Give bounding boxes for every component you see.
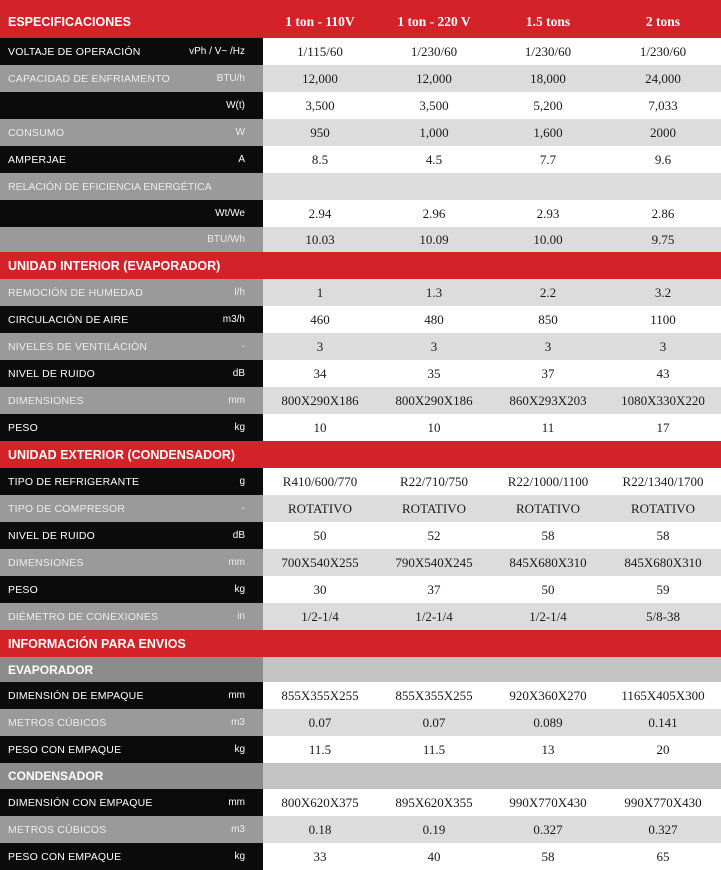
row-value: 0.089 xyxy=(491,709,605,736)
table-row xyxy=(0,549,721,576)
row-unit: mm xyxy=(180,387,263,414)
row-value: 2.86 xyxy=(605,200,721,227)
row-value: 920X360X270 xyxy=(491,682,605,709)
row-value: 24,000 xyxy=(605,65,721,92)
row-value: 1,600 xyxy=(491,119,605,146)
row-value: 3 xyxy=(263,333,377,360)
row-value: 43 xyxy=(605,360,721,387)
table-row xyxy=(0,468,721,495)
row-unit: g xyxy=(180,468,263,495)
row-value: R410/600/770 xyxy=(263,468,377,495)
section-title: UNIDAD INTERIOR (EVAPORADOR) xyxy=(8,258,221,273)
row-label: PESO xyxy=(0,414,180,441)
row-value: 2000 xyxy=(605,119,721,146)
row-value: 35 xyxy=(377,360,491,387)
row-value: 12,000 xyxy=(377,65,491,92)
row-label xyxy=(0,227,180,252)
table-row xyxy=(0,576,721,603)
row-value: 1/230/60 xyxy=(605,38,721,65)
row-unit: m3 xyxy=(180,816,263,843)
row-label: AMPERJAE xyxy=(0,146,180,173)
row-value: 5,200 xyxy=(491,92,605,119)
row-label: TIPO DE COMPRESOR xyxy=(0,495,180,522)
row-value: ROTATIVO xyxy=(491,495,605,522)
row-unit: m3/h xyxy=(180,306,263,333)
row-value: 0.327 xyxy=(605,816,721,843)
row-value: 1100 xyxy=(605,306,721,333)
row-label xyxy=(0,92,180,119)
row-unit: dB xyxy=(180,360,263,387)
row-value: 2.93 xyxy=(491,200,605,227)
section-title: INFORMACIÓN PARA ENVIOS xyxy=(8,636,186,651)
row-value: 13 xyxy=(491,736,605,763)
row-value: 2.2 xyxy=(491,279,605,306)
row-label: DIÉMETRO DE CONEXIONES xyxy=(0,603,180,630)
row-value: 1/2-1/4 xyxy=(491,603,605,630)
row-value: 990X770X430 xyxy=(491,789,605,816)
row-unit: vPh / V~ /Hz xyxy=(180,38,263,65)
row-unit: l/h xyxy=(180,279,263,306)
table-row xyxy=(0,709,721,736)
row-value: 37 xyxy=(377,576,491,603)
row-label: NIVELES DE VENTILACIÓN xyxy=(0,333,180,360)
row-unit: - xyxy=(180,333,263,360)
section-header xyxy=(0,441,721,468)
row-label: TIPO DE REFRIGERANTE xyxy=(0,468,180,495)
row-unit: m3 xyxy=(180,709,263,736)
row-label: PESO xyxy=(0,576,180,603)
row-value: 1.3 xyxy=(377,279,491,306)
row-value: R22/710/750 xyxy=(377,468,491,495)
table-row xyxy=(0,414,721,441)
table-row xyxy=(0,333,721,360)
row-value: 11.5 xyxy=(263,736,377,763)
table-row xyxy=(0,736,721,763)
row-value: 3,500 xyxy=(377,92,491,119)
row-value: 800X290X186 xyxy=(377,387,491,414)
table-row xyxy=(0,38,721,65)
row-value: 7.7 xyxy=(491,146,605,173)
row-unit: kg xyxy=(180,843,263,870)
row-value: 860X293X203 xyxy=(491,387,605,414)
table-row xyxy=(0,306,721,333)
row-unit: Wt/We xyxy=(180,200,263,227)
row-value: 18,000 xyxy=(491,65,605,92)
row-value: 12,000 xyxy=(263,65,377,92)
row-value: 1 xyxy=(263,279,377,306)
row-value: 3,500 xyxy=(263,92,377,119)
table-row xyxy=(0,92,721,119)
row-value: 58 xyxy=(491,522,605,549)
row-value: ROTATIVO xyxy=(605,495,721,522)
subsection-title: CONDENSADOR xyxy=(0,763,263,789)
table-row xyxy=(0,682,721,709)
row-label: DIMENSIÓN DE EMPAQUE xyxy=(0,682,180,709)
row-label: REMOCIÓN DE HUMEDAD xyxy=(0,279,180,306)
row-band xyxy=(263,173,721,200)
column-header: 1 ton - 220 V xyxy=(397,13,471,29)
row-value: 9.75 xyxy=(605,227,721,252)
table-header xyxy=(0,0,721,43)
row-value: 65 xyxy=(605,843,721,870)
row-value: 0.07 xyxy=(377,709,491,736)
row-value: 855X355X255 xyxy=(377,682,491,709)
row-value: 950 xyxy=(263,119,377,146)
row-value: 17 xyxy=(605,414,721,441)
row-value: R22/1000/1100 xyxy=(491,468,605,495)
row-unit: - xyxy=(180,495,263,522)
section-header xyxy=(0,252,721,279)
row-label: NIVEL DE RUIDO xyxy=(0,360,180,387)
row-value: 10.09 xyxy=(377,227,491,252)
subsection-band xyxy=(263,657,721,682)
row-value: 0.19 xyxy=(377,816,491,843)
row-unit: mm xyxy=(180,549,263,576)
column-header: 2 tons xyxy=(645,13,681,29)
table-row xyxy=(0,603,721,630)
row-value: 52 xyxy=(377,522,491,549)
table-row xyxy=(0,843,721,870)
row-value: 5/8-38 xyxy=(605,603,721,630)
subsection-header xyxy=(0,763,721,789)
row-value: 9.6 xyxy=(605,146,721,173)
row-value: 1080X330X220 xyxy=(605,387,721,414)
row-label xyxy=(0,200,180,227)
row-unit: mm xyxy=(180,789,263,816)
row-value: 37 xyxy=(491,360,605,387)
row-value: 7,033 xyxy=(605,92,721,119)
row-value: 2.96 xyxy=(377,200,491,227)
table-row xyxy=(0,227,721,252)
row-label: VOLTAJE DE OPERACIÓN xyxy=(0,38,180,65)
row-value: 30 xyxy=(263,576,377,603)
row-value: 11 xyxy=(491,414,605,441)
row-value: 11.5 xyxy=(377,736,491,763)
row-unit: mm xyxy=(180,682,263,709)
row-unit: W xyxy=(180,119,263,146)
column-header: 1 ton - 110V xyxy=(285,13,355,29)
row-label: CIRCULACIÓN DE AIRE xyxy=(0,306,180,333)
row-value: ROTATIVO xyxy=(377,495,491,522)
row-value: 3 xyxy=(377,333,491,360)
row-value: 1/115/60 xyxy=(263,38,377,65)
row-value: 0.141 xyxy=(605,709,721,736)
row-value: 1/2-1/4 xyxy=(377,603,491,630)
row-value: 990X770X430 xyxy=(605,789,721,816)
row-label: RELACIÓN DE EFICIENCIA ENERGÉTICA xyxy=(0,173,263,200)
row-value: 10 xyxy=(263,414,377,441)
row-value: 20 xyxy=(605,736,721,763)
row-value: 3.2 xyxy=(605,279,721,306)
table-row xyxy=(0,65,721,92)
table-row xyxy=(0,200,721,227)
row-unit: dB xyxy=(180,522,263,549)
table-row xyxy=(0,495,721,522)
row-unit: kg xyxy=(180,736,263,763)
row-value: 34 xyxy=(263,360,377,387)
row-label: PESO CON EMPAQUE xyxy=(0,736,180,763)
row-value: 790X540X245 xyxy=(377,549,491,576)
row-value: ROTATIVO xyxy=(263,495,377,522)
row-value: 1165X405X300 xyxy=(605,682,721,709)
row-label: NIVEL DE RUIDO xyxy=(0,522,180,549)
subsection-band xyxy=(263,763,721,789)
row-value: 33 xyxy=(263,843,377,870)
row-value: 40 xyxy=(377,843,491,870)
table-row xyxy=(0,522,721,549)
row-value: 8.5 xyxy=(263,146,377,173)
table-row xyxy=(0,387,721,414)
row-value: 3 xyxy=(605,333,721,360)
row-unit: W(t) xyxy=(180,92,263,119)
row-unit: A xyxy=(180,146,263,173)
row-value: 4.5 xyxy=(377,146,491,173)
row-unit: kg xyxy=(180,576,263,603)
row-value: 895X620X355 xyxy=(377,789,491,816)
section-title: UNIDAD EXTERIOR (CONDENSADOR) xyxy=(8,447,236,462)
table-row xyxy=(0,173,721,200)
row-label: DIMENSIONES xyxy=(0,387,180,414)
table-row xyxy=(0,789,721,816)
row-value: 50 xyxy=(491,576,605,603)
row-value: 460 xyxy=(263,306,377,333)
table-row xyxy=(0,146,721,173)
table-row xyxy=(0,279,721,306)
row-unit: kg xyxy=(180,414,263,441)
row-value: 845X680X310 xyxy=(605,549,721,576)
table-row xyxy=(0,816,721,843)
row-value: 0.18 xyxy=(263,816,377,843)
row-value: 50 xyxy=(263,522,377,549)
row-label: DIMENSIÓN CON EMPAQUE xyxy=(0,789,180,816)
row-label: DIMENSIONES xyxy=(0,549,180,576)
row-value: 845X680X310 xyxy=(491,549,605,576)
row-unit: BTU/h xyxy=(180,65,263,92)
row-value: 800X290X186 xyxy=(263,387,377,414)
table-row xyxy=(0,360,721,387)
row-value: 3 xyxy=(491,333,605,360)
row-label: PESO CON EMPAQUE xyxy=(0,843,180,870)
row-value: 850 xyxy=(491,306,605,333)
row-value: 10.03 xyxy=(263,227,377,252)
row-value: 480 xyxy=(377,306,491,333)
row-value: 0.07 xyxy=(263,709,377,736)
section-header xyxy=(0,630,721,657)
column-header: 1.5 tons xyxy=(525,13,571,29)
row-value: 2.94 xyxy=(263,200,377,227)
row-value: 700X540X255 xyxy=(263,549,377,576)
row-value: 1,000 xyxy=(377,119,491,146)
row-unit: BTU/Wh xyxy=(180,227,263,252)
table-title: ESPECIFICACIONES xyxy=(8,14,131,29)
row-value: 1/230/60 xyxy=(377,38,491,65)
row-value: 10.00 xyxy=(491,227,605,252)
table-row xyxy=(0,119,721,146)
row-unit: in xyxy=(180,603,263,630)
row-value: R22/1340/1700 xyxy=(605,468,721,495)
row-value: 59 xyxy=(605,576,721,603)
row-value: 1/2-1/4 xyxy=(263,603,377,630)
row-value: 855X355X255 xyxy=(263,682,377,709)
row-label: CONSUMO xyxy=(0,119,180,146)
row-label: METROS CÚBICOS xyxy=(0,709,180,736)
row-value: 58 xyxy=(491,843,605,870)
row-value: 58 xyxy=(605,522,721,549)
subsection-title: EVAPORADOR xyxy=(0,657,263,682)
row-label: CAPACIDAD DE ENFRIAMENTO xyxy=(0,65,180,92)
row-value: 10 xyxy=(377,414,491,441)
row-value: 1/230/60 xyxy=(491,38,605,65)
row-value: 800X620X375 xyxy=(263,789,377,816)
row-value: 0.327 xyxy=(491,816,605,843)
row-label: METROS CÚBICOS xyxy=(0,816,180,843)
subsection-header xyxy=(0,657,721,682)
